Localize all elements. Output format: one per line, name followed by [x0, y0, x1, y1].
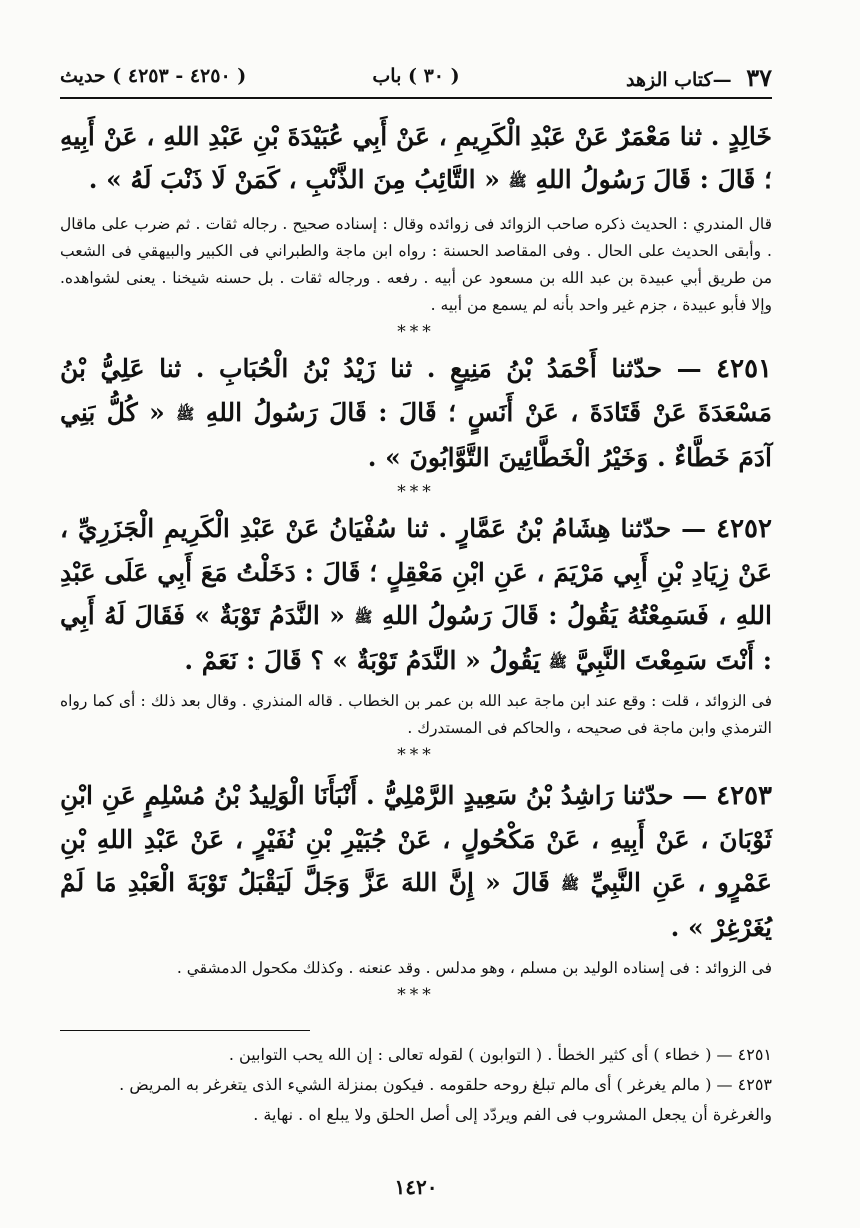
salawat-icon: ﷺ [561, 875, 580, 893]
hadith-range: ( ٤٢٥٠ - ٤٢٥٣ ) حديث [60, 65, 247, 87]
page-footer-number: ١٤٢٠ [394, 1175, 438, 1199]
hadith-4253-text1: رَاشِدُ بْنُ سَعِيدٍ الرَّمْلِيُّ . أَنْبَأَنَا الْوَلِيدُ بْنُ مُسْلِمٍ عَنِ ابْنِ ثَوْبَانَ ، عَنْ أَبِيهِ ، عَنْ مَكْحُولٍ ، عَنْ جُبَيْرِ بْنِ نُفَيْرٍ ، عَنْ عَبْدِ اللهِ بْنِ عَمْرٍو ، عَنِ النَّبِيِّ [60, 781, 772, 897]
hadith-4252-text2: « النَّدَمُ تَوْبَةٌ » فَقَالَ لَهُ أَبِي : أَنْتَ سَمِعْتَ النَّبِيَّ [60, 601, 772, 675]
separator-stars: *** [397, 985, 435, 1005]
hadith-4252-label: — حدّثنا [620, 514, 707, 543]
footnote-rule [60, 1030, 310, 1031]
page-number-header: ٣٧ [746, 63, 772, 92]
salawat-icon: ﷺ [548, 653, 567, 671]
book-page [60, 55, 772, 1215]
hadith-4251-text2: « كُلُّ بَنِي آدَمَ خَطَّاءٌ . وَخَيْرُ الْخَطَّائِينَ التَّوَّابُونَ » . [60, 398, 772, 472]
separator-stars: *** [397, 482, 435, 502]
hadith-4251-label: — حدّثنا [611, 354, 702, 383]
salawat-icon: ﷺ [176, 405, 195, 423]
separator-stars: *** [397, 745, 435, 765]
hadith-4252-text1: هِشَامُ بْنُ عَمَّارٍ . ثنا سُفْيَانُ عَنْ عَبْدِ الْكَرِيمِ الْجَزَرِيِّ ، عَنْ زِيَادِ بْنِ أَبِي مَرْيَمَ ، عَنِ ابْنِ مَعْقِلٍ ؛ قَالَ : دَخَلْتُ مَعَ أَبِي عَلَى عَبْدِ اللهِ ، فَسَمِعْتُهُ يَقُولُ : قَالَ رَسُولُ اللهِ [60, 514, 772, 630]
hadith-4252-text3: يَقُولُ « النَّدَمُ تَوْبَةٌ » ؟ قَالَ : نَعَمْ . [184, 646, 541, 675]
note-4253: فى الزوائد : فى إسناده الوليد بن مسلم ، وهو مدلس . وقد عنعنه . وكذلك مكحول الدمشقي . [176, 959, 772, 977]
hadith-4251-number: ٤٢٥١ [716, 354, 772, 384]
hadith-4253-label: — حدّثنا [622, 781, 708, 810]
hadith-4250-text [60, 115, 772, 203]
hadith-4252-number: ٤٢٥٢ [716, 514, 772, 544]
footnote-4251: ٤٢٥١ — ( خطاء ) أى كثير الخطأ . ( التوابون ) لقوله تعالى : إن الله يحب التوابين . [228, 1045, 772, 1064]
hadith-4251-text1: أَحْمَدُ بْنُ مَنِيعٍ . ثنا زَيْدُ بْنُ الْحُبَابِ . ثنا عَلِيُّ بْنُ مَسْعَدَةَ عَنْ قَتَادَةَ ، عَنْ أَنَسٍ ؛ قَالَ : قَالَ رَسُولُ اللهِ [60, 354, 772, 427]
footnote-4253-cont: والغرغرة أن يجعل المشروب فى الفم ويردّد إلى أصل الحلق ولا يبلع اه . نهاية . [253, 1105, 772, 1124]
footnotes [60, 1040, 772, 1130]
salawat-icon: ﷺ [354, 608, 373, 626]
bab-label: ( ٣٠ ) باب [372, 65, 460, 87]
hadith-4250-line1: خَالِدٍ . ثنا مَعْمَرٌ عَنْ عَبْدِ الْكَرِيمِ ، عَنْ أَبِي عُبَيْدَةَ بْنِ عَبْدِ اللهِ ، عَنْ أَبِيهِ ؛ قَالَ : قَالَ رَسُولُ اللهِ [60, 122, 772, 194]
hadith-4253-number: ٤٢٥٣ [716, 781, 772, 811]
hadith-4253-text2: قَالَ « إِنَّ اللهَ عَزَّ وَجَلَّ لَيَقْبَلُ تَوْبَةَ الْعَبْدِ مَا لَمْ يُغَرْغِرْ » . [60, 868, 772, 942]
note-4252: فى الزوائد ، قلت : وقع عند ابن ماجة عبد الله بن عمر بن الخطاب . قاله المنذري . وقال بعد ذلك : أى كما رواه الترمذي وابن ماجة فى صحيحه ، والحاكم فى المستدرك . [60, 692, 772, 737]
hadith-4252 [60, 507, 772, 684]
hadith-4251 [60, 347, 772, 479]
page-header [60, 55, 772, 99]
note-4250: قال المندري : الحديث ذكره صاحب الزوائد فى زوائده وقال : إسناده صحيح . رجاله ثقات . ثم ضرب على ماقال . وأبقى الحديث على الحال . وفى المقاصد الحسنة : رواه ابن ماجة والطبراني فى الكبير والبيهقي فى الشعب من طريق أبي عبيدة بن عبد الله بن مسعود عن أبيه . رفعه . ورجاله ثقات . بل حسنه شيخنا . يعنى لشواهده. وإلا فأبو عبيدة ، جزم غير واحد بأنه لم يسمع من أبيه . [60, 215, 772, 314]
hadith-4250-line2: « التَّائِبُ مِنَ الذَّنْبِ ، كَمَنْ لَا ذَنْبَ لَهُ » . [88, 165, 500, 194]
salawat-icon: ﷺ [508, 172, 527, 190]
separator-stars: *** [397, 322, 435, 342]
footnote-4253: ٤٢٥٣ — ( مالم يغرغر ) أى مالم تبلغ روحه حلقومه . فيكون بمنزلة الشيء الذى يتغرغر به المريض . [119, 1075, 772, 1094]
book-title: —كتاب الزهد [625, 69, 732, 91]
hadith-4253 [60, 774, 772, 949]
